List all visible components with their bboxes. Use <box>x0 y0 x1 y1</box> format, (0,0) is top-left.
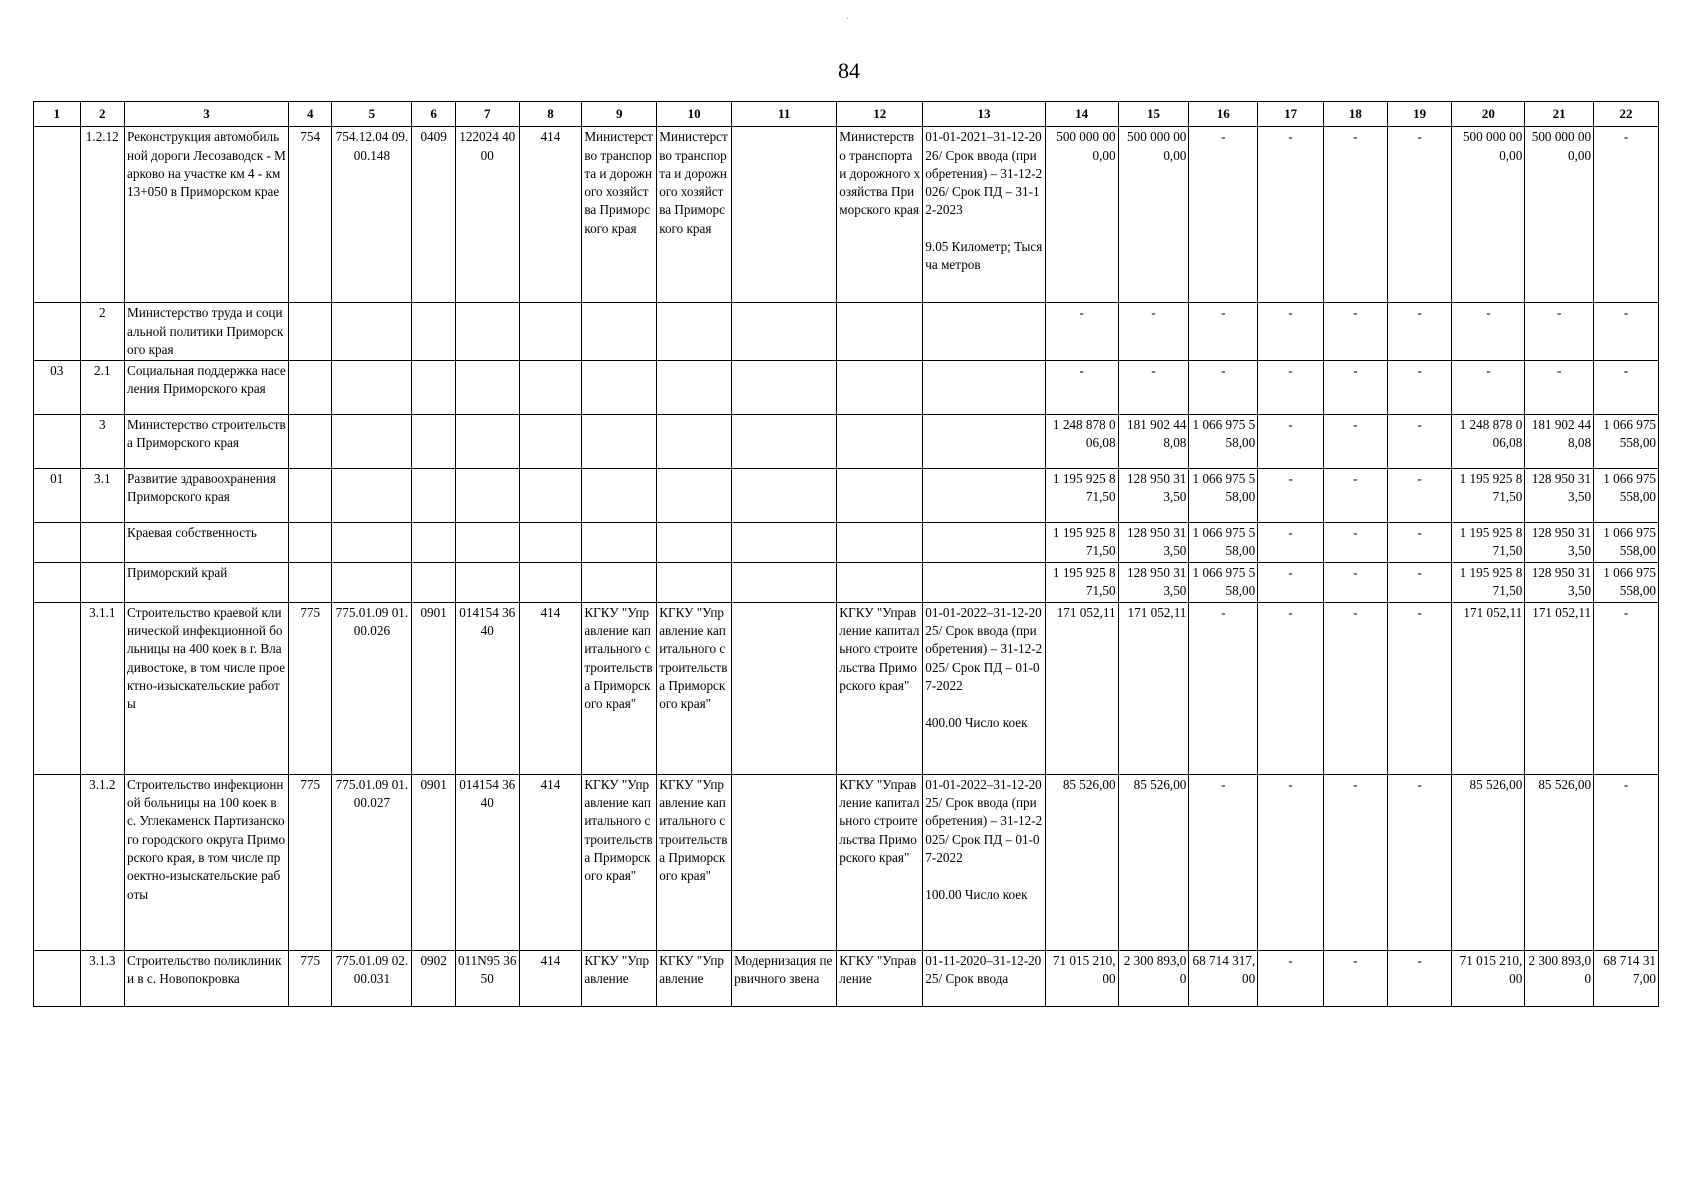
cell-col-6 <box>412 415 456 469</box>
cell-col-3: Строительство инфекционной больницы на 100 коек в с. Углекаменск Партизанского городского округа Приморского края, в том числе проектно-изыскательские работы <box>125 774 289 950</box>
cell-col-7: 014154 3640 <box>455 602 519 774</box>
cell-col-21: 500 000 000,00 <box>1525 127 1594 303</box>
cell-col-22: - <box>1594 303 1659 361</box>
cell-col-4: 775 <box>288 602 332 774</box>
cell-col-12 <box>837 563 923 603</box>
cell-col-13: 01-01-2022–31-12-2025/ Срок ввода (приобретения) – 31-12-2025/ Срок ПД – 01-07-2022 400.00 Число коек <box>923 602 1045 774</box>
column-header: 15 <box>1118 102 1189 127</box>
cell-col-18: - <box>1323 523 1387 563</box>
cell-col-16: 1 066 975 558,00 <box>1189 563 1258 603</box>
cell-col-8 <box>519 415 582 469</box>
cell-col-7: 122024 4000 <box>455 127 519 303</box>
cell-col-21: 128 950 313,50 <box>1525 469 1594 523</box>
cell-col-10 <box>657 303 732 361</box>
cell-col-9: КГКУ "Управление <box>582 950 657 1006</box>
cell-col-8: 414 <box>519 127 582 303</box>
cell-col-13: 01-01-2021–31-12-2026/ Срок ввода (приобретения) – 31-12-2026/ Срок ПД – 31-12-2023 9.05 Километр; Тысяча метров <box>923 127 1045 303</box>
page-number: 84 <box>838 58 860 83</box>
cell-col-12 <box>837 523 923 563</box>
cell-col-11 <box>732 303 837 361</box>
table-row <box>34 774 1659 950</box>
column-header: 17 <box>1258 102 1324 127</box>
column-header: 13 <box>923 102 1045 127</box>
cell-col-16: 1 066 975 558,00 <box>1189 415 1258 469</box>
cell-col-3: Развитие здравоохранения Приморского края <box>125 469 289 523</box>
cell-col-11 <box>732 361 837 415</box>
cell-col-14: 71 015 210,00 <box>1045 950 1118 1006</box>
cell-col-19: - <box>1387 774 1452 950</box>
column-header: 6 <box>412 102 456 127</box>
cell-col-12 <box>837 469 923 523</box>
cell-col-10: КГКУ "Управление капитального строительства Приморского края" <box>657 774 732 950</box>
cell-col-15: 171 052,11 <box>1118 602 1189 774</box>
cell-col-21: 171 052,11 <box>1525 602 1594 774</box>
cell-col-14: 1 195 925 871,50 <box>1045 469 1118 523</box>
cell-col-3: Социальная поддержка населения Приморского края <box>125 361 289 415</box>
cell-col-18: - <box>1323 774 1387 950</box>
cell-col-17: - <box>1258 950 1324 1006</box>
cell-col-13 <box>923 361 1045 415</box>
cell-col-1 <box>34 563 81 603</box>
cell-col-19: - <box>1387 950 1452 1006</box>
table-row <box>34 127 1659 303</box>
cell-col-5 <box>332 361 412 415</box>
table-row <box>34 361 1659 415</box>
cell-col-7 <box>455 361 519 415</box>
cell-col-12: КГКУ "Управление капитального строительства Приморского края" <box>837 774 923 950</box>
cell-col-5: 754.12.04 09.00.148 <box>332 127 412 303</box>
cell-col-17: - <box>1258 303 1324 361</box>
cell-col-12: КГКУ "Управление <box>837 950 923 1006</box>
cell-col-2: 3.1.3 <box>80 950 125 1006</box>
cell-col-11 <box>732 523 837 563</box>
cell-col-1: 03 <box>34 361 81 415</box>
column-header: 22 <box>1594 102 1659 127</box>
cell-col-10 <box>657 563 732 603</box>
cell-col-2: 2 <box>80 303 125 361</box>
cell-col-22: - <box>1594 602 1659 774</box>
table-row <box>34 415 1659 469</box>
cell-col-17: - <box>1258 563 1324 603</box>
cell-col-18: - <box>1323 303 1387 361</box>
cell-col-5: 775.01.09 01.00.026 <box>332 602 412 774</box>
cell-col-2: 3.1 <box>80 469 125 523</box>
cell-col-7: 014154 3640 <box>455 774 519 950</box>
cell-col-1 <box>34 950 81 1006</box>
column-header: 14 <box>1045 102 1118 127</box>
cell-col-9 <box>582 415 657 469</box>
cell-col-15: 181 902 448,08 <box>1118 415 1189 469</box>
cell-col-11 <box>732 774 837 950</box>
cell-col-1 <box>34 415 81 469</box>
cell-col-18: - <box>1323 415 1387 469</box>
cell-col-12 <box>837 415 923 469</box>
cell-col-20: 1 195 925 871,50 <box>1452 563 1525 603</box>
column-header: 9 <box>582 102 657 127</box>
cell-col-8 <box>519 563 582 603</box>
cell-col-20: - <box>1452 303 1525 361</box>
cell-col-16: - <box>1189 774 1258 950</box>
cell-col-8 <box>519 303 582 361</box>
cell-col-7 <box>455 469 519 523</box>
cell-col-8: 414 <box>519 602 582 774</box>
cell-col-2: 3 <box>80 415 125 469</box>
cell-col-1 <box>34 127 81 303</box>
column-header: 10 <box>657 102 732 127</box>
cell-col-3: Строительство краевой клинической инфекционной больницы на 400 коек в г. Владивостоке, в том числе проектно-изыскательские работы <box>125 602 289 774</box>
cell-col-17: - <box>1258 415 1324 469</box>
column-header: 2 <box>80 102 125 127</box>
cell-col-16: 1 066 975 558,00 <box>1189 469 1258 523</box>
cell-col-6 <box>412 361 456 415</box>
cell-col-8 <box>519 361 582 415</box>
cell-col-9 <box>582 469 657 523</box>
cell-col-21: - <box>1525 361 1594 415</box>
cell-col-20: 500 000 000,00 <box>1452 127 1525 303</box>
cell-col-22: 1 066 975 558,00 <box>1594 469 1659 523</box>
cell-col-10 <box>657 469 732 523</box>
cell-col-8 <box>519 469 582 523</box>
column-header: 18 <box>1323 102 1387 127</box>
cell-col-6 <box>412 469 456 523</box>
cell-col-14: 1 195 925 871,50 <box>1045 523 1118 563</box>
cell-col-4: 775 <box>288 774 332 950</box>
cell-col-1: 01 <box>34 469 81 523</box>
cell-col-10 <box>657 523 732 563</box>
column-header: 4 <box>288 102 332 127</box>
cell-col-5: 775.01.09 01.00.027 <box>332 774 412 950</box>
cell-col-12: КГКУ "Управление капитального строительства Приморского края" <box>837 602 923 774</box>
cell-col-9 <box>582 563 657 603</box>
column-header: 1 <box>34 102 81 127</box>
cell-col-6: 0901 <box>412 602 456 774</box>
column-header: 20 <box>1452 102 1525 127</box>
cell-col-14: 1 248 878 006,08 <box>1045 415 1118 469</box>
cell-col-17: - <box>1258 602 1324 774</box>
cell-col-17: - <box>1258 127 1324 303</box>
cell-col-20: 71 015 210,00 <box>1452 950 1525 1006</box>
cell-col-16: - <box>1189 361 1258 415</box>
cell-col-16: - <box>1189 127 1258 303</box>
cell-col-4 <box>288 415 332 469</box>
cell-col-17: - <box>1258 523 1324 563</box>
cell-col-1 <box>34 602 81 774</box>
cell-col-1 <box>34 523 81 563</box>
cell-col-20: 1 195 925 871,50 <box>1452 469 1525 523</box>
cell-col-6: 0409 <box>412 127 456 303</box>
cell-col-2: 1.2.12 <box>80 127 125 303</box>
cell-col-5 <box>332 469 412 523</box>
column-header: 11 <box>732 102 837 127</box>
table-row <box>34 469 1659 523</box>
cell-col-18: - <box>1323 361 1387 415</box>
cell-col-14: - <box>1045 303 1118 361</box>
cell-col-21: 128 950 313,50 <box>1525 563 1594 603</box>
column-header: 12 <box>837 102 923 127</box>
cell-col-11 <box>732 563 837 603</box>
cell-col-13 <box>923 469 1045 523</box>
cell-col-10 <box>657 361 732 415</box>
cell-col-19: - <box>1387 523 1452 563</box>
cell-col-18: - <box>1323 469 1387 523</box>
cell-col-14: 1 195 925 871,50 <box>1045 563 1118 603</box>
cell-col-11 <box>732 469 837 523</box>
cell-col-10: Министерство транспорта и дорожного хозяйства Приморского края <box>657 127 732 303</box>
cell-col-15: - <box>1118 303 1189 361</box>
column-header: 7 <box>455 102 519 127</box>
cell-col-3: Строительство поликлиники в с. Новопокровка <box>125 950 289 1006</box>
cell-col-9: КГКУ "Управление капитального строительства Приморского края" <box>582 774 657 950</box>
cell-col-13: 01-01-2022–31-12-2025/ Срок ввода (приобретения) – 31-12-2025/ Срок ПД – 01-07-2022 100.00 Число коек <box>923 774 1045 950</box>
cell-col-8: 414 <box>519 774 582 950</box>
cell-col-2: 3.1.1 <box>80 602 125 774</box>
cell-col-3: Министерство строительства Приморского края <box>125 415 289 469</box>
cell-col-1 <box>34 774 81 950</box>
cell-col-17: - <box>1258 774 1324 950</box>
cell-col-4 <box>288 303 332 361</box>
cell-col-10: КГКУ "Управление <box>657 950 732 1006</box>
cell-col-7: 011N95 3650 <box>455 950 519 1006</box>
cell-col-21: 85 526,00 <box>1525 774 1594 950</box>
cell-col-3: Приморский край <box>125 563 289 603</box>
cell-col-4 <box>288 523 332 563</box>
cell-col-19: - <box>1387 303 1452 361</box>
cell-col-16: 68 714 317,00 <box>1189 950 1258 1006</box>
table-row <box>34 602 1659 774</box>
cell-col-14: - <box>1045 361 1118 415</box>
cell-col-9 <box>582 523 657 563</box>
cell-col-3: Министерство труда и социальной политики Приморского края <box>125 303 289 361</box>
table-row <box>34 950 1659 1006</box>
cell-col-9 <box>582 361 657 415</box>
cell-col-19: - <box>1387 361 1452 415</box>
cell-col-9 <box>582 303 657 361</box>
cell-col-9: Министерство транспорта и дорожного хозяйства Приморского края <box>582 127 657 303</box>
table-row <box>34 303 1659 361</box>
column-header: 16 <box>1189 102 1258 127</box>
cell-col-15: 128 950 313,50 <box>1118 469 1189 523</box>
cell-col-13 <box>923 563 1045 603</box>
cell-col-14: 500 000 000,00 <box>1045 127 1118 303</box>
cell-col-10 <box>657 415 732 469</box>
cell-col-22: 1 066 975 558,00 <box>1594 415 1659 469</box>
cell-col-3: Реконструкция автомобильной дороги Лесозаводск - Марково на участке км 4 - км 13+050 в Приморском крае <box>125 127 289 303</box>
cell-col-10: КГКУ "Управление капитального строительства Приморского края" <box>657 602 732 774</box>
cell-col-15: 128 950 313,50 <box>1118 563 1189 603</box>
cell-col-4 <box>288 469 332 523</box>
cell-col-6 <box>412 523 456 563</box>
cell-col-4 <box>288 361 332 415</box>
cell-col-11 <box>732 127 837 303</box>
cell-col-12 <box>837 303 923 361</box>
cell-col-16: 1 066 975 558,00 <box>1189 523 1258 563</box>
cell-col-11 <box>732 602 837 774</box>
cell-col-20: 1 195 925 871,50 <box>1452 523 1525 563</box>
cell-col-13 <box>923 523 1045 563</box>
column-header: 5 <box>332 102 412 127</box>
cell-col-14: 85 526,00 <box>1045 774 1118 950</box>
cell-col-7 <box>455 523 519 563</box>
cell-col-17: - <box>1258 361 1324 415</box>
cell-col-20: - <box>1452 361 1525 415</box>
cell-col-6 <box>412 303 456 361</box>
cell-col-4: 754 <box>288 127 332 303</box>
cell-col-2 <box>80 523 125 563</box>
cell-col-19: - <box>1387 127 1452 303</box>
cell-col-19: - <box>1387 602 1452 774</box>
cell-col-18: - <box>1323 563 1387 603</box>
cell-col-2: 3.1.2 <box>80 774 125 950</box>
cell-col-5 <box>332 563 412 603</box>
cell-col-7 <box>455 303 519 361</box>
cell-col-11: Модернизация первичного звена <box>732 950 837 1006</box>
cell-col-21: 2 300 893,00 <box>1525 950 1594 1006</box>
cell-col-13 <box>923 303 1045 361</box>
cell-col-12 <box>837 361 923 415</box>
budget-table <box>33 101 1659 1007</box>
cell-col-15: 85 526,00 <box>1118 774 1189 950</box>
cell-col-8: 414 <box>519 950 582 1006</box>
cell-col-5 <box>332 523 412 563</box>
cell-col-22: - <box>1594 774 1659 950</box>
cell-col-18: - <box>1323 127 1387 303</box>
column-header: 19 <box>1387 102 1452 127</box>
cell-col-15: 2 300 893,00 <box>1118 950 1189 1006</box>
cell-col-22: - <box>1594 127 1659 303</box>
table-body <box>34 102 1659 1007</box>
table-row <box>34 523 1659 563</box>
cell-col-17: - <box>1258 469 1324 523</box>
cell-col-11 <box>732 415 837 469</box>
cell-col-19: - <box>1387 415 1452 469</box>
cell-col-2: 2.1 <box>80 361 125 415</box>
cell-col-16: - <box>1189 303 1258 361</box>
cell-col-6: 0902 <box>412 950 456 1006</box>
cell-col-5 <box>332 415 412 469</box>
cell-col-6 <box>412 563 456 603</box>
cell-col-4: 775 <box>288 950 332 1006</box>
cell-col-1 <box>34 303 81 361</box>
cell-col-22: 68 714 317,00 <box>1594 950 1659 1006</box>
cell-col-7 <box>455 563 519 603</box>
cell-col-20: 85 526,00 <box>1452 774 1525 950</box>
cell-col-19: - <box>1387 563 1452 603</box>
cell-col-19: - <box>1387 469 1452 523</box>
cell-col-22: 1 066 975 558,00 <box>1594 563 1659 603</box>
cell-col-21: - <box>1525 303 1594 361</box>
cell-col-2 <box>80 563 125 603</box>
table-row <box>34 563 1659 603</box>
cell-col-5: 775.01.09 02.00.031 <box>332 950 412 1006</box>
cell-col-13 <box>923 415 1045 469</box>
cell-col-21: 128 950 313,50 <box>1525 523 1594 563</box>
cell-col-6: 0901 <box>412 774 456 950</box>
cell-col-16: - <box>1189 602 1258 774</box>
column-header: 8 <box>519 102 582 127</box>
cell-col-18: - <box>1323 950 1387 1006</box>
cell-col-13: 01-11-2020–31-12-2025/ Срок ввода <box>923 950 1045 1006</box>
cell-col-3: Краевая собственность <box>125 523 289 563</box>
cell-col-22: - <box>1594 361 1659 415</box>
cell-col-20: 171 052,11 <box>1452 602 1525 774</box>
cell-col-18: - <box>1323 602 1387 774</box>
top-marker: · <box>846 14 850 25</box>
column-header: 21 <box>1525 102 1594 127</box>
column-header: 3 <box>125 102 289 127</box>
cell-col-5 <box>332 303 412 361</box>
cell-col-20: 1 248 878 006,08 <box>1452 415 1525 469</box>
cell-col-14: 171 052,11 <box>1045 602 1118 774</box>
cell-col-15: - <box>1118 361 1189 415</box>
cell-col-21: 181 902 448,08 <box>1525 415 1594 469</box>
header-row <box>34 102 1659 127</box>
cell-col-15: 500 000 000,00 <box>1118 127 1189 303</box>
cell-col-15: 128 950 313,50 <box>1118 523 1189 563</box>
cell-col-7 <box>455 415 519 469</box>
cell-col-9: КГКУ "Управление капитального строительства Приморского края" <box>582 602 657 774</box>
cell-col-8 <box>519 523 582 563</box>
cell-col-4 <box>288 563 332 603</box>
cell-col-22: 1 066 975 558,00 <box>1594 523 1659 563</box>
cell-col-12: Министерство транспорта и дорожного хозяйства Приморского края <box>837 127 923 303</box>
